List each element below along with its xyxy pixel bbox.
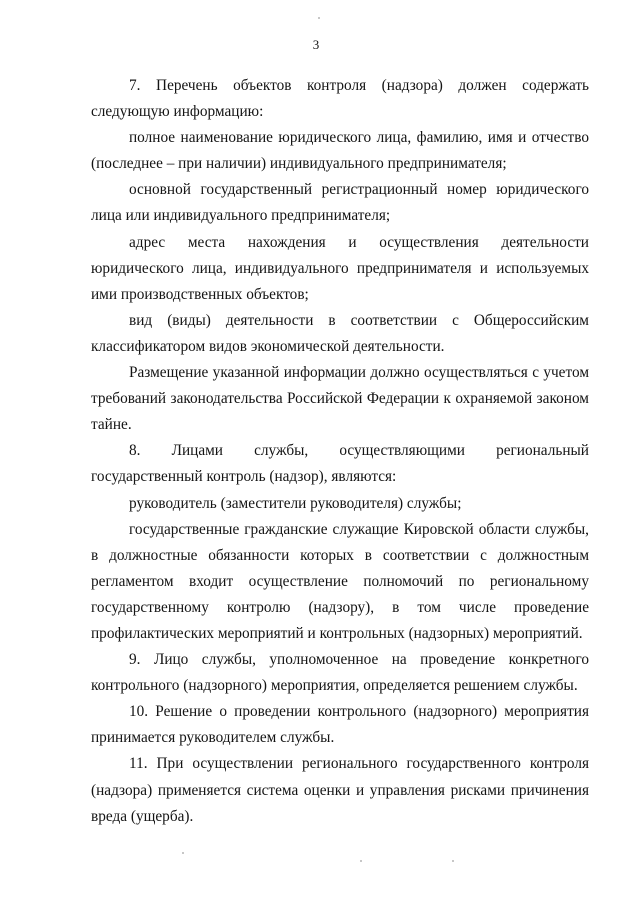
paragraph-information-placement: Размещение указанной информации должно осуществляться с учетом требований законодательства Российской Федерации к охраняемой законом тайне. — [91, 364, 589, 434]
paragraph-item-11: 11. При осуществлении регионального государственного контроля (надзора) применяется система оценки и управления рисками причинения вреда (ущерба). — [91, 755, 589, 825]
scan-speck — [360, 860, 362, 862]
paragraph-item-8: 8. Лицами службы, осуществляющими региональный государственный контроль (надзор), являются: — [91, 442, 589, 486]
paragraph-item-10: 10. Решение о проведении контрольного (надзорного) мероприятия принимается руководителем службы. — [91, 703, 589, 747]
paragraph-activity-type: вид (виды) деятельности в соответствии с Общероссийским классификатором видов экономической деятельности. — [91, 311, 589, 355]
page-number: 3 — [312, 37, 320, 52]
paragraph-item-9: 9. Лицо службы, уполномоченное на проведение конкретного контрольного (надзорного) мероприятия, определяется решением службы. — [91, 651, 589, 695]
paragraph-full-name: полное наименование юридического лица, фамилию, имя и отчество (последнее – при наличии) индивидуального предпринимателя; — [91, 129, 589, 173]
scan-speck — [452, 860, 454, 862]
paragraph-registration-number: основной государственный регистрационный номер юридического лица или индивидуального предпринимателя; — [91, 181, 589, 225]
paragraph-civil-servants: государственные гражданские служащие Кировской области службы, в должностные обязанности которых в соответствии с должностным регламентом входит осуществление полномочий по региональному государственному контролю (надзору), в том числе проведение профилактических мероприятий и контрольных (надзорных) мероприятий. — [91, 520, 589, 642]
document-body — [91, 73, 589, 830]
paragraph-head-of-service: руководитель (заместители руководителя) службы; — [129, 494, 462, 512]
paragraph-item-7: 7. Перечень объектов контроля (надзора) должен содержать следующую информацию: — [91, 77, 589, 121]
paragraph-address: адрес места нахождения и осуществления деятельности юридического лица, индивидуального предпринимателя и используемых ими производственных объектов; — [91, 233, 589, 303]
scan-speck — [318, 17, 320, 19]
scan-speck — [182, 852, 184, 854]
